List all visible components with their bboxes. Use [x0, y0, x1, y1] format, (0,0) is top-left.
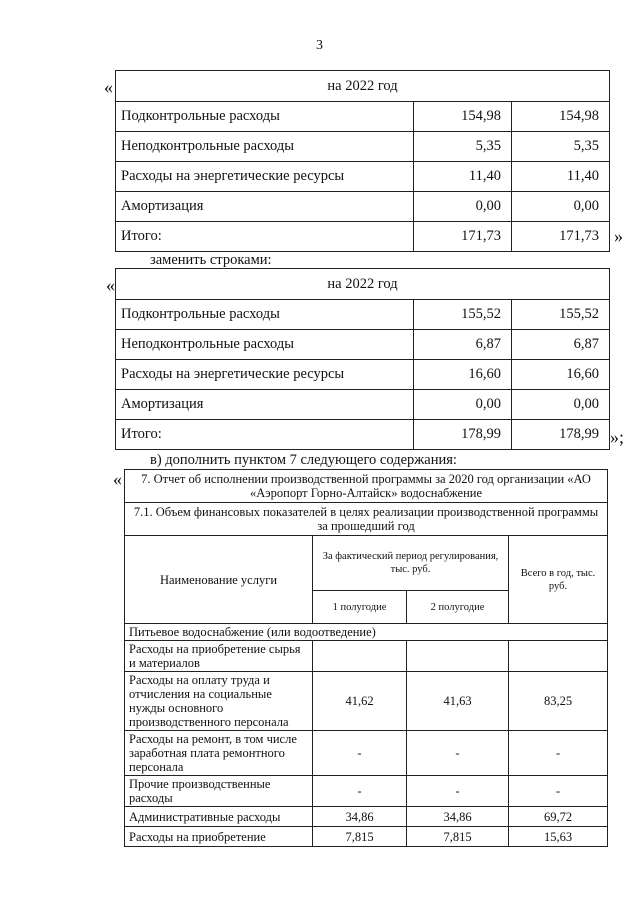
row-value-2: 0,00 [512, 390, 610, 420]
row-value-1: 171,73 [414, 222, 512, 252]
table-row [116, 300, 610, 330]
row-label: Административные расходы [125, 807, 313, 827]
row-value-h1: 34,86 [313, 807, 407, 827]
row-value-1: 0,00 [414, 192, 512, 222]
table-row [125, 641, 608, 672]
column-header-period: За фактический период регулирования, тыс. руб. [313, 536, 509, 591]
row-value-total: - [509, 731, 608, 776]
row-value-h2: 41,63 [407, 672, 509, 731]
row-value-1: 154,98 [414, 102, 512, 132]
report-subtitle-row [125, 503, 608, 536]
page-number: 3 [316, 38, 323, 53]
row-value-h1: - [313, 776, 407, 807]
row-label: Итого: [116, 420, 414, 450]
table-row [125, 807, 608, 827]
row-value-2: 5,35 [512, 132, 610, 162]
row-label: Подконтрольные расходы [116, 300, 414, 330]
row-value-total: 69,72 [509, 807, 608, 827]
replace-instruction: заменить строками: [150, 252, 272, 268]
open-quote-3: « [113, 469, 122, 489]
table-header-row [116, 71, 610, 102]
row-label: Расходы на приобретение [125, 827, 313, 847]
table-row [125, 731, 608, 776]
row-value-1: 11,40 [414, 162, 512, 192]
row-value-1: 0,00 [414, 390, 512, 420]
row-label: Расходы на ремонт, в том числе заработная плата ремонтного персонала [125, 731, 313, 776]
row-label: Неподконтрольные расходы [116, 330, 414, 360]
row-value-2: 16,60 [512, 360, 610, 390]
row-value-1: 5,35 [414, 132, 512, 162]
row-value-1: 16,60 [414, 360, 512, 390]
row-label: Амортизация [116, 192, 414, 222]
report-title-row [125, 470, 608, 503]
row-value-2: 154,98 [512, 102, 610, 132]
report-title: 7. Отчет об исполнении производственной программы за 2020 год организации «АО «Аэропорт Горно-Алтайск» водоснабжение [125, 470, 608, 503]
table-row [116, 222, 610, 252]
row-value-2: 6,87 [512, 330, 610, 360]
row-value-2: 178,99 [512, 420, 610, 450]
row-label: Расходы на приобретение сырья и материалов [125, 641, 313, 672]
table-header-row [116, 269, 610, 300]
new-budget-table [115, 268, 610, 450]
table-row [116, 420, 610, 450]
section-label: Питьевое водоснабжение (или водоотведение) [125, 624, 608, 641]
row-label: Амортизация [116, 390, 414, 420]
row-value-h2: - [407, 776, 509, 807]
row-label: Расходы на энергетические ресурсы [116, 162, 414, 192]
row-value-2: 11,40 [512, 162, 610, 192]
table-row [116, 330, 610, 360]
row-value-total: - [509, 776, 608, 807]
row-value-total: 15,63 [509, 827, 608, 847]
row-label: Расходы на энергетические ресурсы [116, 360, 414, 390]
row-value-2: 0,00 [512, 192, 610, 222]
add-instruction: в) дополнить пунктом 7 следующего содержания: [150, 452, 457, 468]
row-value-2: 155,52 [512, 300, 610, 330]
close-quote-1: » [614, 226, 623, 246]
row-value-h1 [313, 641, 407, 672]
table-row [125, 672, 608, 731]
section-row [125, 624, 608, 641]
table-row [116, 360, 610, 390]
row-value-1: 155,52 [414, 300, 512, 330]
row-value-h2: 7,815 [407, 827, 509, 847]
table-row [116, 162, 610, 192]
table-row [125, 776, 608, 807]
row-value-h2: - [407, 731, 509, 776]
row-value-1: 6,87 [414, 330, 512, 360]
table-row [116, 132, 610, 162]
column-header-h2: 2 полугодие [407, 591, 509, 624]
column-header-h1: 1 полугодие [313, 591, 407, 624]
column-header-total: Всего в год, тыс. руб. [509, 536, 608, 624]
table-row [125, 827, 608, 847]
row-value-h1: 41,62 [313, 672, 407, 731]
row-label: Неподконтрольные расходы [116, 132, 414, 162]
row-label: Расходы на оплату труда и отчисления на социальные нужды основного производственного персонала [125, 672, 313, 731]
row-value-h1: - [313, 731, 407, 776]
column-header-service: Наименование услуги [125, 536, 313, 624]
table-header: на 2022 год [116, 269, 610, 300]
row-label: Итого: [116, 222, 414, 252]
table-row [116, 192, 610, 222]
row-label: Прочие производственные расходы [125, 776, 313, 807]
row-value-total: 83,25 [509, 672, 608, 731]
open-quote-2: « [106, 275, 115, 295]
table-row [116, 102, 610, 132]
report-table [124, 469, 608, 847]
close-quote-2: »; [610, 427, 625, 447]
table-header: на 2022 год [116, 71, 610, 102]
row-value-1: 178,99 [414, 420, 512, 450]
row-value-2: 171,73 [512, 222, 610, 252]
table-row [116, 390, 610, 420]
report-subtitle: 7.1. Объем финансовых показателей в целях реализации производственной программы за прошедший год [125, 503, 608, 536]
row-label: Подконтрольные расходы [116, 102, 414, 132]
open-quote-1: « [104, 77, 113, 97]
report-header-row [125, 536, 608, 591]
row-value-h2 [407, 641, 509, 672]
old-budget-table [115, 70, 610, 252]
row-value-h2: 34,86 [407, 807, 509, 827]
row-value-total [509, 641, 608, 672]
row-value-h1: 7,815 [313, 827, 407, 847]
